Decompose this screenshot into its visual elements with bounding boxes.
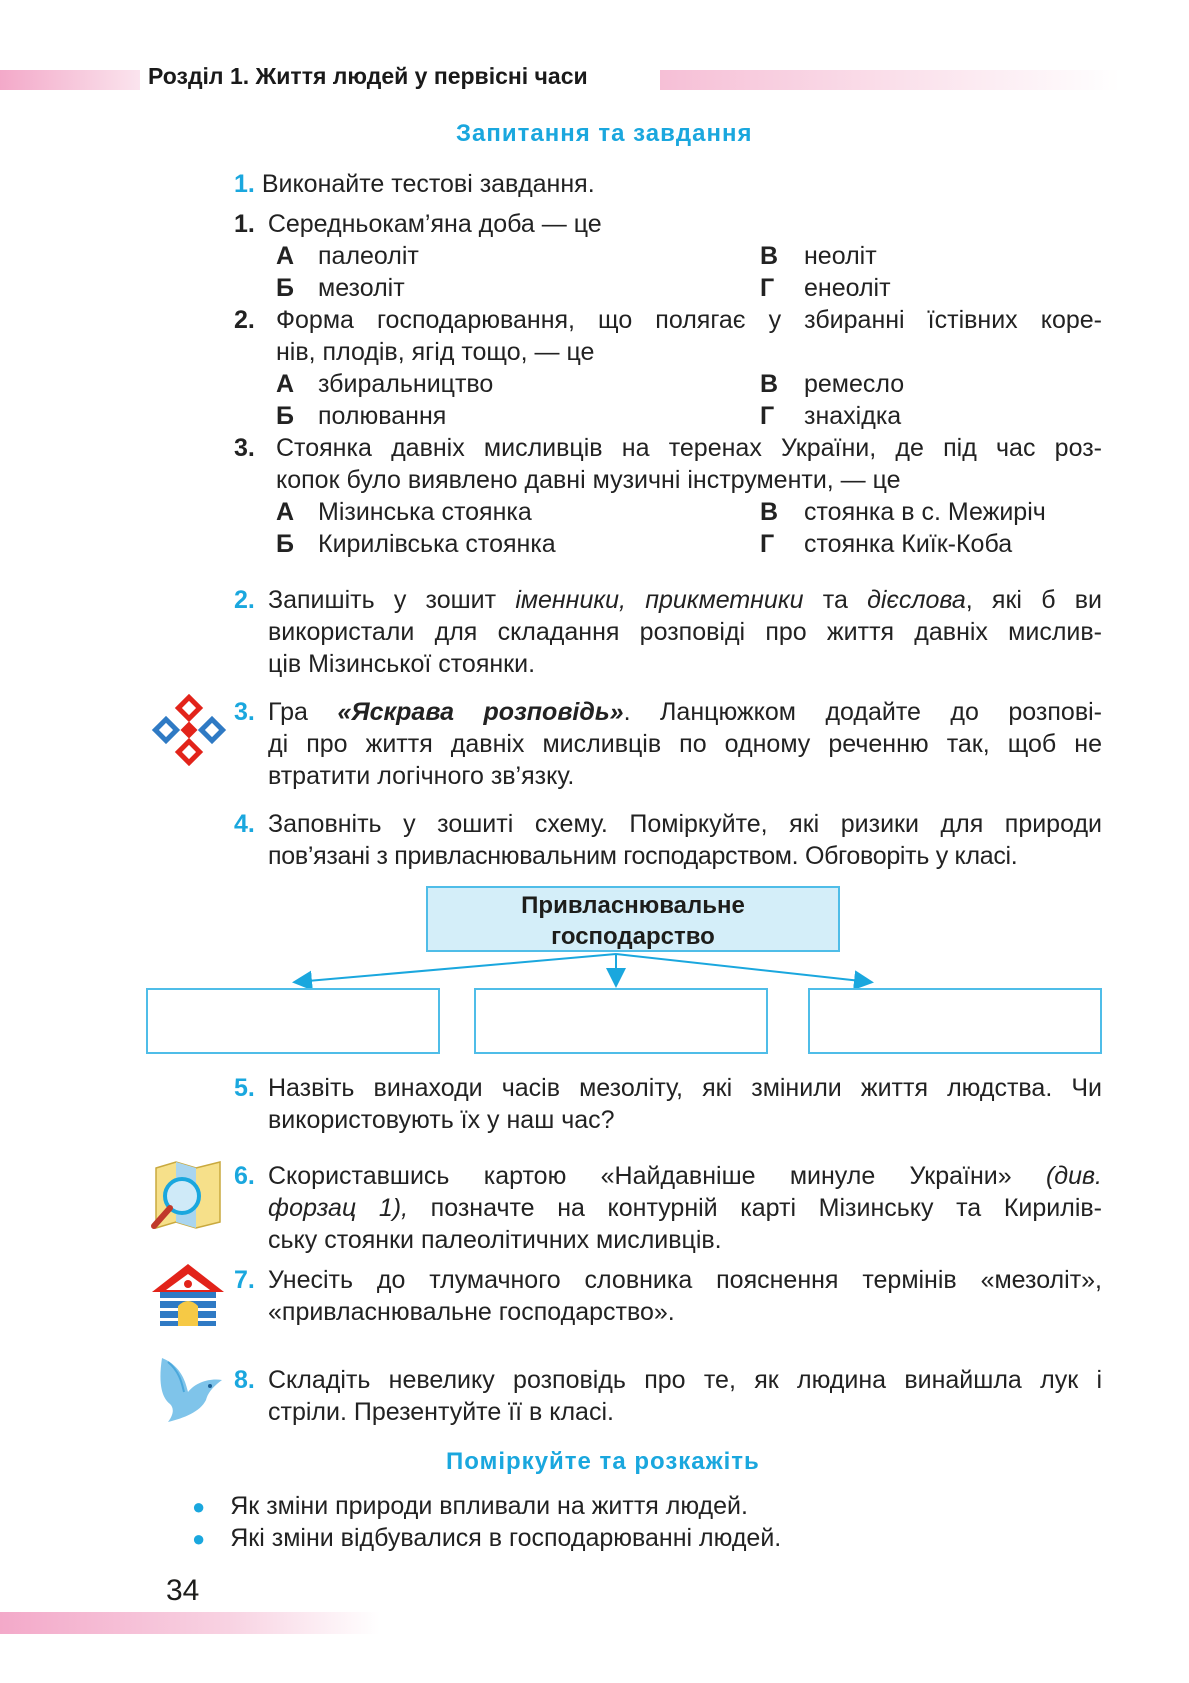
option-g-text: знахідка xyxy=(804,402,902,430)
option-a: А xyxy=(276,370,295,398)
question-number: 3. xyxy=(234,434,255,462)
scheme-empty-box-right xyxy=(808,988,1102,1054)
map-magnifier-icon xyxy=(148,1160,228,1236)
task-number: 1. xyxy=(234,170,255,198)
task-1 xyxy=(234,168,595,200)
task-number: 7. xyxy=(234,1266,255,1294)
task-3-line-1: Гра «Яскрава розповідь». Ланцюжком додайте до розпові- xyxy=(268,698,1102,726)
chapter-title: Розділ 1. Життя людей у первісні часи xyxy=(148,63,588,89)
header-decor-right xyxy=(660,70,1120,90)
option-v-text: ремесло xyxy=(804,370,905,398)
option-b: Б xyxy=(276,530,294,558)
task-8-line-2: стріли. Презентуйте її в класі. xyxy=(268,1398,614,1426)
game-rhombus-icon xyxy=(146,694,232,766)
task-2 xyxy=(234,584,255,616)
option-a-text: Мізинська стоянка xyxy=(318,498,532,526)
option-a-text: збиральництво xyxy=(318,370,494,398)
task-number: 3. xyxy=(234,698,255,726)
dove-icon xyxy=(152,1352,228,1424)
question-2 xyxy=(234,304,255,336)
option-a-text: палеоліт xyxy=(318,242,419,270)
option-b-text: Кирилівська стоянка xyxy=(318,530,556,558)
option-v: В xyxy=(760,370,779,398)
bullet-icon: ● xyxy=(192,1494,206,1519)
task-4 xyxy=(234,808,255,840)
option-b: Б xyxy=(276,274,294,302)
task-2-line-1: Запишіть у зошит іменники, прикметники та дієслова, які б ви xyxy=(268,586,1102,614)
task-6-line-2: форзац 1), позначте на контурній карті Мізинську та Кирилів- xyxy=(268,1194,1102,1222)
house-icon xyxy=(150,1262,226,1328)
option-b-text: полювання xyxy=(318,402,447,430)
option-g: Г xyxy=(760,274,775,302)
page-number: 34 xyxy=(166,1574,200,1607)
task-7-line-2: «привласнювальне господарство». xyxy=(268,1298,675,1326)
task-5-line-2: використовують їх у наш час? xyxy=(268,1106,615,1134)
bullet-item: ● Які зміни відбувалися в господарюванні людей. xyxy=(192,1524,782,1552)
option-b: Б xyxy=(276,402,294,430)
option-v: В xyxy=(760,242,779,270)
option-g-text: енеоліт xyxy=(804,274,891,302)
scheme-arrows xyxy=(290,952,880,992)
option-b-text: мезоліт xyxy=(318,274,405,302)
scheme-root-box xyxy=(426,886,840,952)
task-7 xyxy=(234,1264,255,1296)
option-v-text: неоліт xyxy=(804,242,877,270)
option-v: В xyxy=(760,498,779,526)
question-1 xyxy=(234,208,602,240)
task-5-line-1: Назвіть винаходи часів мезоліту, які змінили життя людства. Чи xyxy=(268,1074,1102,1102)
task-number: 5. xyxy=(234,1074,255,1102)
section-title-questions: Запитання та завдання xyxy=(456,120,753,147)
option-g-text: стоянка Киїк-Коба xyxy=(804,530,1013,558)
bullet-icon: ● xyxy=(192,1526,206,1551)
footer-decor xyxy=(0,1612,380,1634)
task-3-line-2: ді про життя давніх мисливців по одному реченню так, щоб не xyxy=(268,730,1102,758)
task-number: 4. xyxy=(234,810,255,838)
task-3-line-3: втратити логічного зв’язку. xyxy=(268,762,575,790)
scheme-root-line-2: господарство xyxy=(551,923,715,950)
question-2-line-1: Форма господарювання, що полягає у збиранні їстівних коре- xyxy=(276,306,1102,334)
task-number: 6. xyxy=(234,1162,255,1190)
question-3-line-2: копок було виявлено давні музичні інструменти, — це xyxy=(276,466,901,494)
header-decor-left xyxy=(0,70,140,90)
question-text: Середньокам’яна доба — це xyxy=(267,210,602,238)
task-8-line-1: Складіть невелику розповідь про те, як людина винайшла лук і xyxy=(268,1366,1102,1394)
bullet-item: ● Як зміни природи впливали на життя людей. xyxy=(192,1492,748,1520)
task-6 xyxy=(234,1160,255,1192)
question-number: 2. xyxy=(234,306,255,334)
option-a: А xyxy=(276,498,295,526)
task-text: Виконайте тестові завдання. xyxy=(261,170,595,198)
section-title-discuss: Поміркуйте та розкажіть xyxy=(446,1448,760,1475)
task-4-line-1: Заповніть у зошиті схему. Поміркуйте, які ризики для природи xyxy=(268,810,1102,838)
task-number: 8. xyxy=(234,1366,255,1394)
task-3 xyxy=(234,696,255,728)
task-6-line-3: ську стоянки палеолітичних мисливців. xyxy=(268,1226,722,1254)
task-7-line-1: Унесіть до тлумачного словника пояснення термінів «мезоліт», xyxy=(268,1266,1102,1294)
question-number: 1. xyxy=(234,210,255,238)
task-number: 2. xyxy=(234,586,255,614)
question-2-line-2: нів, плодів, ягід тощо, — це xyxy=(276,338,595,366)
option-a: А xyxy=(276,242,295,270)
option-g: Г xyxy=(760,530,775,558)
option-g: Г xyxy=(760,402,775,430)
scheme-empty-box-left xyxy=(146,988,440,1054)
question-3-line-1: Стоянка давніх мисливців на теренах України, де під час роз- xyxy=(276,434,1102,462)
task-5 xyxy=(234,1072,255,1104)
task-2-line-3: ців Мізинської стоянки. xyxy=(268,650,536,678)
task-2-line-2: використали для складання розповіді про життя давніх мислив- xyxy=(268,618,1102,646)
option-v-text: стоянка в с. Межиріч xyxy=(804,498,1046,526)
task-8 xyxy=(234,1364,255,1396)
scheme-empty-box-center xyxy=(474,988,768,1054)
task-6-line-1: Скориставшись картою «Найдавніше минуле України» (див. xyxy=(268,1162,1102,1190)
question-3 xyxy=(234,432,255,464)
scheme-root-line-1: Привласнювальне xyxy=(521,892,745,919)
task-4-line-2: пов’язані з привласнювальним господарством. Обговоріть у класі. xyxy=(268,842,1018,870)
